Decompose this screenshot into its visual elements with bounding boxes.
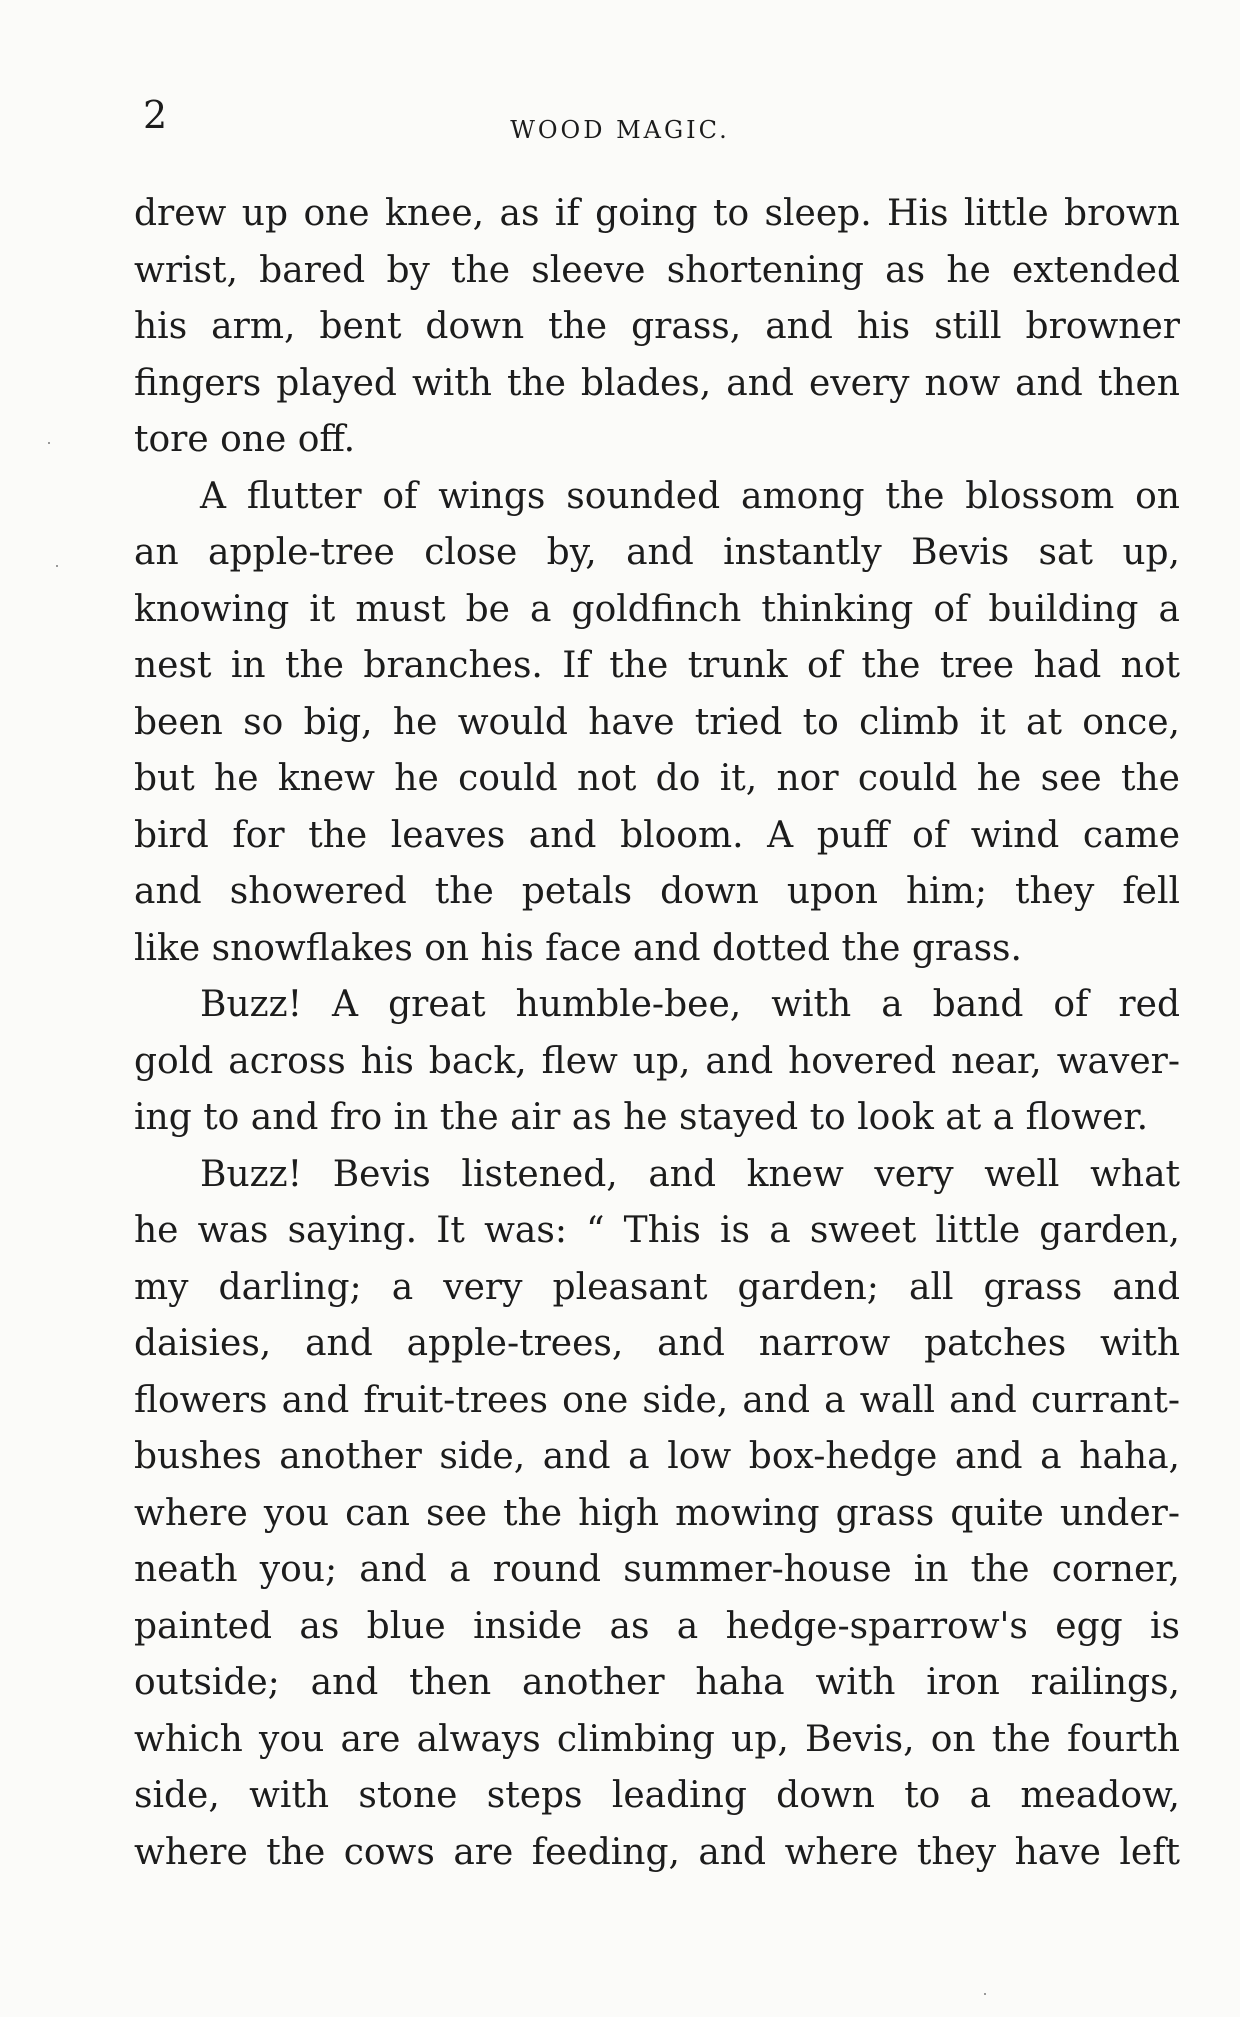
text-line: side, with stone steps leading down to a meadow, — [134, 1775, 1180, 1816]
text-line: fingers played with the blades, and every now and then — [134, 362, 1180, 404]
paragraph — [134, 977, 1180, 1147]
text-line: tore one off. — [134, 419, 356, 460]
text-line: neath you; and a round summer-house in the corner, — [134, 1549, 1180, 1590]
page-number: 2 — [143, 93, 168, 137]
text-line: been so big, he would have tried to climb it at once, — [134, 701, 1180, 743]
running-head: WOOD MAGIC. — [510, 116, 730, 144]
text-line: where the cows are feeding, and where they have left — [134, 1831, 1180, 1873]
margin-speck — [48, 442, 50, 444]
text-line: wrist, bared by the sleeve shortening as he extended — [134, 249, 1180, 291]
paragraph — [134, 1147, 1180, 1882]
text-line: nest in the branches. If the trunk of the tree had not — [134, 645, 1180, 686]
text-line: but he knew he could not do it, nor could he see the — [134, 758, 1180, 799]
text-line: bushes another side, and a low box-hedge and a haha, — [134, 1436, 1180, 1477]
text-line: like snowflakes on his face and dotted the grass. — [134, 927, 1022, 969]
text-line: daisies, and apple-trees, and narrow patches with — [134, 1323, 1180, 1364]
body-text — [134, 186, 1180, 1881]
margin-speck — [56, 565, 58, 567]
text-line: his arm, bent down the grass, and his still browner — [134, 306, 1180, 347]
text-line: drew up one knee, as if going to sleep. His little brown — [134, 193, 1180, 234]
margin-speck — [984, 1993, 986, 1995]
paragraph — [134, 469, 1180, 978]
text-line: and showered the petals down upon him; they fell — [134, 871, 1180, 912]
text-line: flowers and fruit-trees one side, and a wall and currant- — [134, 1379, 1180, 1421]
text-line: an apple-tree close by, and instantly Bevis sat up, — [134, 532, 1180, 573]
text-line: my darling; a very pleasant garden; all grass and — [134, 1266, 1180, 1308]
text-line: gold across his back, flew up, and hovered near, waver- — [134, 1040, 1180, 1082]
text-line: where you can see the high mowing grass quite under- — [134, 1492, 1180, 1534]
text-line: Buzz! A great humble-bee, with a band of red — [200, 984, 1180, 1025]
text-line: bird for the leaves and bloom. A puff of wind came — [134, 814, 1180, 856]
text-line: Buzz! Bevis listened, and knew very well what — [200, 1153, 1180, 1195]
paragraph — [134, 186, 1180, 469]
text-line: which you are always climbing up, Bevis, on the fourth — [134, 1718, 1180, 1760]
text-line: he was saying. It was: “ This is a sweet little garden, — [134, 1210, 1180, 1251]
text-line: ing to and fro in the air as he stayed to look at a flower. — [134, 1097, 1149, 1138]
text-line: knowing it must be a goldfinch thinking of building a — [134, 588, 1180, 630]
text-line: painted as blue inside as a hedge-sparrow's egg is — [134, 1605, 1180, 1647]
text-line: A flutter of wings sounded among the blossom on — [200, 475, 1180, 517]
text-line: outside; and then another haha with iron railings, — [134, 1662, 1180, 1703]
